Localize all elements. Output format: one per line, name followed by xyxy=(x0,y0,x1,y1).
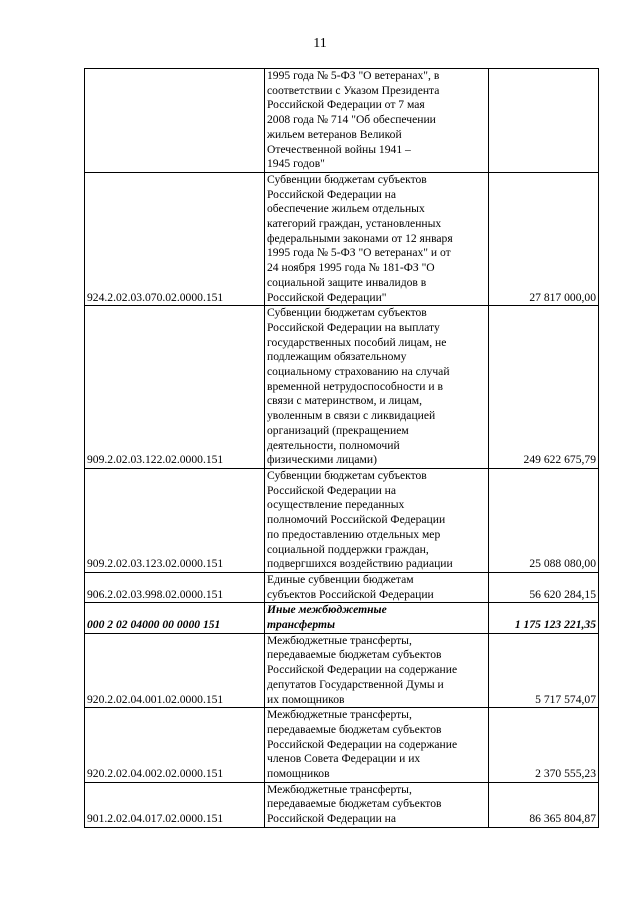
revenue-name-line: временной нетрудоспособности и в xyxy=(267,379,443,393)
revenue-name-line: трансферты xyxy=(267,618,336,632)
revenue-name-line: социальной защите инвалидов в xyxy=(267,275,427,289)
budget-revenue-table xyxy=(84,68,599,828)
revenue-name-line: организаций (прекращением xyxy=(267,423,409,437)
revenue-name-line: связи с материнством, и лицам, xyxy=(267,394,423,408)
amount-cell: 1 175 123 221,35 xyxy=(489,603,599,633)
table-body xyxy=(85,69,599,828)
revenue-name-line: 2008 года № 714 "Об обеспечении xyxy=(267,113,436,127)
revenue-name-line: Отечественной войны 1941 – xyxy=(267,142,411,156)
budget-code-cell: 909.2.02.03.122.02.0000.151 xyxy=(85,306,265,469)
table-row xyxy=(85,633,599,708)
revenue-name-line: Российской Федерации на содержание xyxy=(267,663,458,677)
revenue-name-line: передаваемые бюджетам субъектов xyxy=(267,722,442,736)
revenue-name-line: осуществление переданных xyxy=(267,498,405,512)
amount-cell: 86 365 804,87 xyxy=(489,782,599,827)
budget-code-cell: 909.2.02.03.123.02.0000.151 xyxy=(85,468,265,572)
revenue-name-cell xyxy=(265,603,489,633)
page-number: 11 xyxy=(313,36,327,51)
revenue-name-cell xyxy=(265,468,489,572)
revenue-name-line: Субвенции бюджетам субъектов xyxy=(267,468,427,482)
table-row xyxy=(85,172,599,305)
amount-cell: 249 622 675,79 xyxy=(489,306,599,469)
amount-cell xyxy=(489,69,599,173)
revenue-name-line: их помощников xyxy=(267,692,345,706)
amount-cell: 5 717 574,07 xyxy=(489,633,599,708)
revenue-name-line: федеральными законами от 12 января xyxy=(267,231,453,245)
revenue-name-line: Российской Федерации на xyxy=(267,812,397,826)
revenue-name-line: по предоставлению отдельных мер xyxy=(267,527,441,541)
table-row xyxy=(85,306,599,469)
revenue-name-cell xyxy=(265,633,489,708)
revenue-name-line: Российской Федерации" xyxy=(267,290,387,304)
revenue-name-line: Российской Федерации на xyxy=(267,187,397,201)
revenue-name-line: передаваемые бюджетам субъектов xyxy=(267,648,442,662)
revenue-name-line: жильем ветеранов Великой xyxy=(267,127,402,141)
revenue-name-line: Субвенции бюджетам субъектов xyxy=(267,306,427,320)
revenue-name-line: депутатов Государственной Думы и xyxy=(267,677,444,691)
revenue-name-cell xyxy=(265,782,489,827)
revenue-name-line: уволенным в связи с ликвидацией xyxy=(267,409,436,423)
revenue-name-line: полномочий Российской Федерации xyxy=(267,513,446,527)
revenue-name-line: 24 ноября 1995 года № 181-ФЗ "О xyxy=(267,261,435,275)
revenue-name-cell xyxy=(265,572,489,602)
revenue-name-line: Российской Федерации на выплату xyxy=(267,320,440,334)
revenue-name-cell xyxy=(265,708,489,783)
table-row xyxy=(85,782,599,827)
revenue-name-line: обеспечение жильем отдельных xyxy=(267,202,425,216)
revenue-name-line: Межбюджетные трансферты, xyxy=(267,633,412,647)
amount-cell: 56 620 284,15 xyxy=(489,572,599,602)
revenue-name-line: Единые субвенции бюджетам xyxy=(267,572,414,586)
revenue-name-cell xyxy=(265,306,489,469)
table-row xyxy=(85,69,599,173)
revenue-name-line: Российской Федерации на xyxy=(267,483,397,497)
budget-code-cell: 901.2.02.04.017.02.0000.151 xyxy=(85,782,265,827)
revenue-name-line: соответствии с Указом Президента xyxy=(267,83,440,97)
amount-cell: 2 370 555,23 xyxy=(489,708,599,783)
revenue-name-line: передаваемые бюджетам субъектов xyxy=(267,797,442,811)
budget-code-cell: 000 2 02 04000 00 0000 151 xyxy=(85,603,265,633)
budget-code-cell xyxy=(85,69,265,173)
revenue-name-line: категорий граждан, установленных xyxy=(267,217,442,231)
revenue-name-cell xyxy=(265,69,489,173)
amount-cell: 27 817 000,00 xyxy=(489,172,599,305)
revenue-name-line: социальному страхованию на случай xyxy=(267,365,450,379)
revenue-name-line: Межбюджетные трансферты, xyxy=(267,708,412,722)
amount-cell: 25 088 080,00 xyxy=(489,468,599,572)
revenue-name-line: социальной поддержки граждан, xyxy=(267,542,429,556)
budget-code-cell: 924.2.02.03.070.02.0000.151 xyxy=(85,172,265,305)
table-row xyxy=(85,468,599,572)
revenue-name-cell xyxy=(265,172,489,305)
revenue-name-line: государственных пособий лицам, не xyxy=(267,335,447,349)
revenue-name-line: 1995 года № 5-ФЗ "О ветеранах", в xyxy=(267,69,440,82)
revenue-name-line: физическими лицами) xyxy=(267,453,377,467)
revenue-name-line: подлежащим обязательному xyxy=(267,350,407,364)
table-row xyxy=(85,572,599,602)
revenue-name-line: Российской Федерации на содержание xyxy=(267,737,458,751)
table-row xyxy=(85,708,599,783)
revenue-name-line: Российской Федерации от 7 мая xyxy=(267,98,425,112)
table-row xyxy=(85,603,599,633)
revenue-name-line: деятельности, полномочий xyxy=(267,438,400,452)
revenue-name-line: Межбюджетные трансферты, xyxy=(267,782,412,796)
revenue-name-line: помощников xyxy=(267,767,330,781)
budget-code-cell: 920.2.02.04.001.02.0000.151 xyxy=(85,633,265,708)
budget-code-cell: 920.2.02.04.002.02.0000.151 xyxy=(85,708,265,783)
revenue-name-line: Иные межбюджетные xyxy=(267,603,387,617)
revenue-name-line: подвергшихся воздействию радиации xyxy=(267,557,453,571)
revenue-name-line: 1995 года № 5-ФЗ "О ветеранах" и от xyxy=(267,246,451,260)
revenue-name-line: членов Совета Федерации и их xyxy=(267,752,421,766)
revenue-name-line: субъектов Российской Федерации xyxy=(267,587,434,601)
revenue-name-line: 1945 годов" xyxy=(267,157,325,171)
revenue-name-line: Субвенции бюджетам субъектов xyxy=(267,172,427,186)
budget-code-cell: 906.2.02.03.998.02.0000.151 xyxy=(85,572,265,602)
